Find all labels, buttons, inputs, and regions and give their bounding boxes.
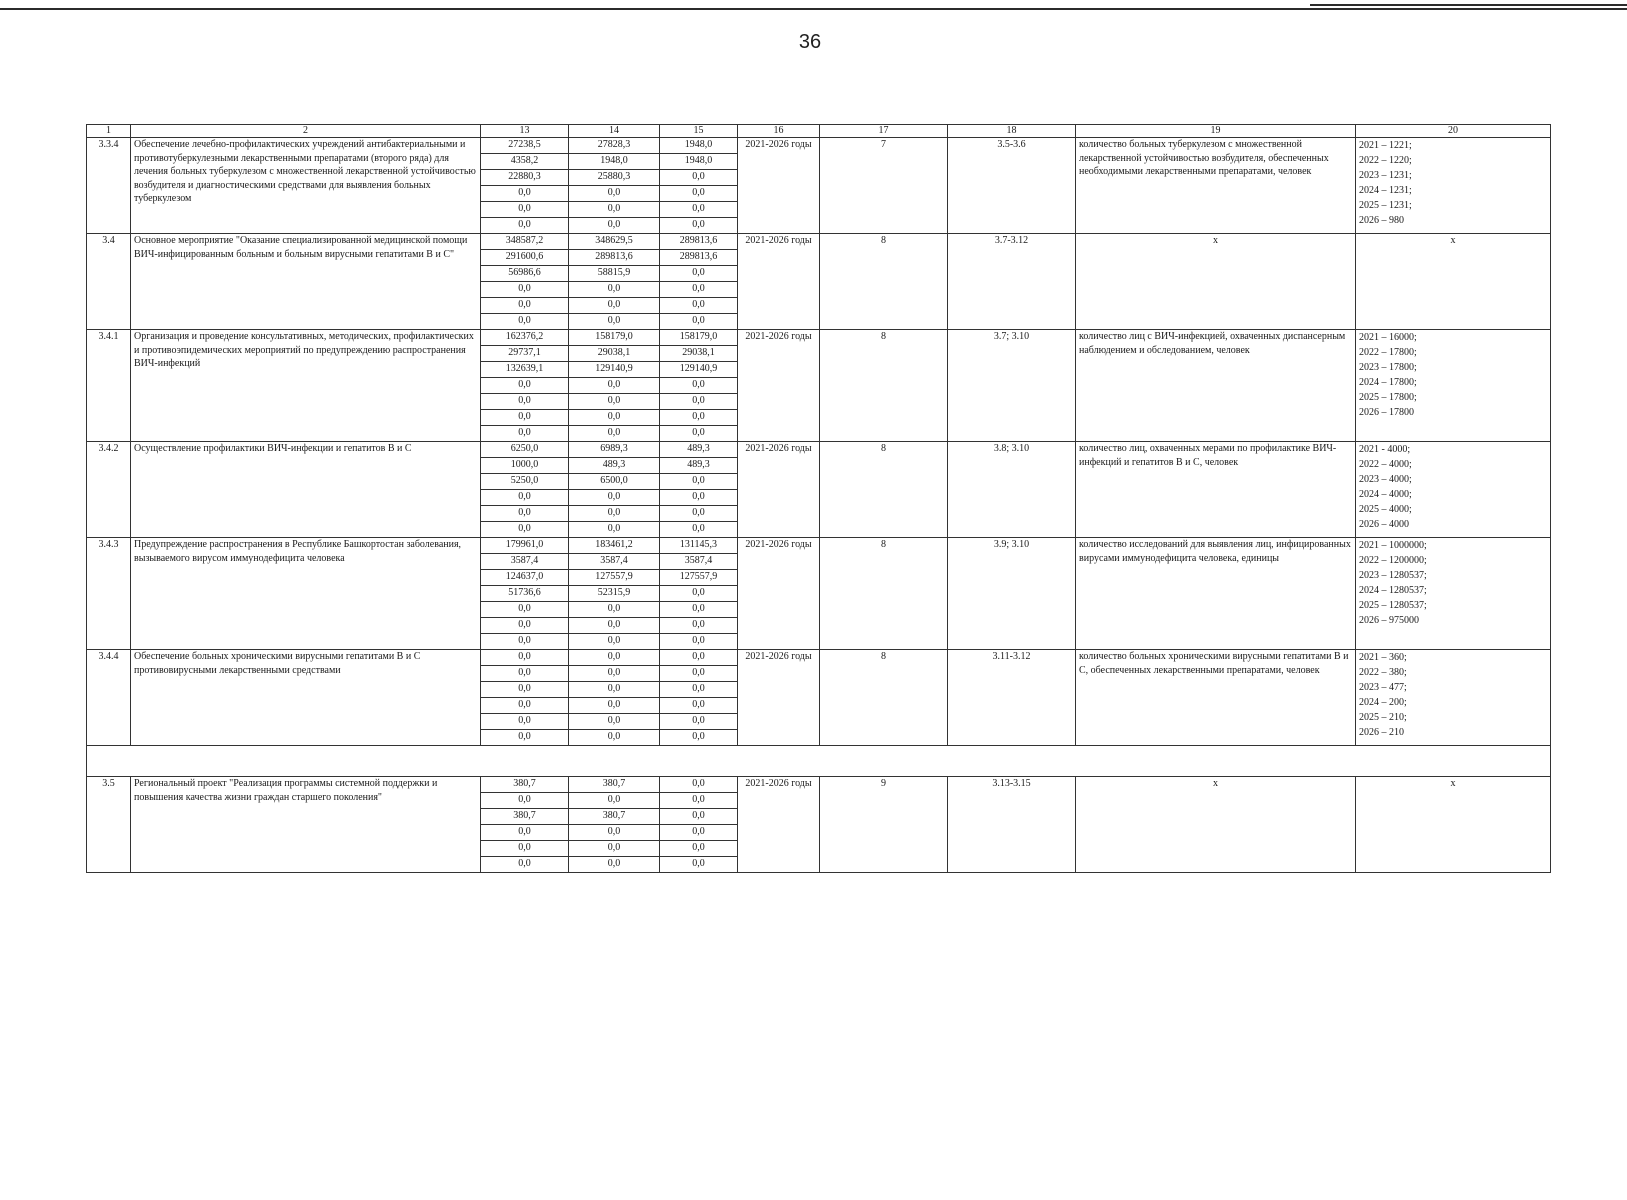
table-row <box>87 650 1551 666</box>
finance-value: 0,0 <box>481 634 569 650</box>
finance-value: 0,0 <box>569 841 660 857</box>
row-code: 3.5 <box>87 777 131 873</box>
finance-value: 0,0 <box>481 506 569 522</box>
row-code: 3.4.3 <box>87 538 131 650</box>
finance-value: 0,0 <box>569 730 660 746</box>
target-value: 2023 – 1231; <box>1359 170 1412 181</box>
finance-value: 25880,3 <box>569 170 660 186</box>
target-value: 2026 – 4000 <box>1359 519 1409 530</box>
header-cell: 13 <box>481 125 569 138</box>
finance-value: 0,0 <box>660 266 738 282</box>
finance-value: 0,0 <box>481 394 569 410</box>
finance-value: 27828,3 <box>569 138 660 154</box>
finance-value: 52315,9 <box>569 586 660 602</box>
finance-value: 4358,2 <box>481 154 569 170</box>
finance-value: 0,0 <box>569 650 660 666</box>
target-value: 2021 - 4000; <box>1359 444 1411 455</box>
row-code: 3.3.4 <box>87 138 131 234</box>
row-code: 3.4.4 <box>87 650 131 746</box>
target-value: 2022 – 4000; <box>1359 459 1412 470</box>
target-value: 2025 – 1280537; <box>1359 600 1427 611</box>
finance-value: 6250,0 <box>481 442 569 458</box>
finance-value: 0,0 <box>660 857 738 873</box>
finance-value: 0,0 <box>481 522 569 538</box>
finance-value: 1948,0 <box>660 154 738 170</box>
finance-value: 348587,2 <box>481 234 569 250</box>
header-cell: 16 <box>738 125 820 138</box>
finance-value: 0,0 <box>481 841 569 857</box>
finance-value: 0,0 <box>660 793 738 809</box>
target-value: 2023 – 1280537; <box>1359 570 1427 581</box>
indicator-text: количество лиц с ВИЧ-инфекцией, охваченных диспансерным наблюдением и обследованием, человек <box>1076 330 1356 442</box>
finance-value: 0,0 <box>569 410 660 426</box>
target-value: 2024 – 1231; <box>1359 185 1412 196</box>
finance-value: 1948,0 <box>569 154 660 170</box>
finance-value: 0,0 <box>660 586 738 602</box>
target-value: 2022 – 1200000; <box>1359 555 1427 566</box>
indicator-text: х <box>1076 234 1356 330</box>
finance-value: 51736,6 <box>481 586 569 602</box>
finance-value: 3587,4 <box>660 554 738 570</box>
column-18-value: 3.7; 3.10 <box>948 330 1076 442</box>
column-17-value: 8 <box>820 538 948 650</box>
finance-value: 0,0 <box>660 282 738 298</box>
finance-value: 0,0 <box>569 682 660 698</box>
finance-value: 0,0 <box>660 634 738 650</box>
finance-value: 289813,6 <box>660 250 738 266</box>
column-17-value: 7 <box>820 138 948 234</box>
finance-value: 0,0 <box>481 298 569 314</box>
finance-value: 0,0 <box>569 314 660 330</box>
finance-value: 0,0 <box>660 490 738 506</box>
header-cell: 2 <box>131 125 481 138</box>
header-cell: 1 <box>87 125 131 138</box>
target-values <box>1356 777 1551 873</box>
finance-value: 0,0 <box>660 186 738 202</box>
target-value: 2024 – 17800; <box>1359 377 1417 388</box>
finance-value: 0,0 <box>481 282 569 298</box>
row-name: Обеспечение больных хроническими вирусными гепатитами В и С противовирусными лекарственными средствами <box>131 650 481 746</box>
period: 2021-2026 годы <box>738 538 820 650</box>
finance-value: 124637,0 <box>481 570 569 586</box>
finance-value: 0,0 <box>481 666 569 682</box>
target-value: 2026 – 975000 <box>1359 615 1419 626</box>
finance-value: 0,0 <box>481 186 569 202</box>
header-cell: 20 <box>1356 125 1551 138</box>
column-17-value: 8 <box>820 330 948 442</box>
target-value: 2025 – 17800; <box>1359 392 1417 403</box>
target-value: 2021 – 360; <box>1359 652 1407 663</box>
finance-value: 179961,0 <box>481 538 569 554</box>
finance-value: 183461,2 <box>569 538 660 554</box>
finance-value: 0,0 <box>660 218 738 234</box>
finance-value: 0,0 <box>569 218 660 234</box>
finance-value: 132639,1 <box>481 362 569 378</box>
period: 2021-2026 годы <box>738 234 820 330</box>
finance-value: 0,0 <box>660 314 738 330</box>
finance-value: 489,3 <box>660 458 738 474</box>
finance-value: 289813,6 <box>660 234 738 250</box>
finance-value: 0,0 <box>660 698 738 714</box>
target-values <box>1356 538 1551 650</box>
finance-value: 0,0 <box>660 202 738 218</box>
finance-value: 0,0 <box>569 825 660 841</box>
row-name: Предупреждение распространения в Республике Башкортостан заболевания, вызываемого вирусом иммунодефицита человека <box>131 538 481 650</box>
finance-value: 289813,6 <box>569 250 660 266</box>
finance-value: 0,0 <box>660 618 738 634</box>
finance-value: 0,0 <box>569 602 660 618</box>
target-value: 2021 – 16000; <box>1359 332 1417 343</box>
target-value: 2021 – 1221; <box>1359 140 1412 151</box>
finance-value: 29038,1 <box>660 346 738 362</box>
finance-value: 0,0 <box>660 714 738 730</box>
finance-value: 489,3 <box>569 458 660 474</box>
table-row <box>87 138 1551 154</box>
finance-value: 0,0 <box>660 841 738 857</box>
finance-value: 0,0 <box>481 682 569 698</box>
row-name: Региональный проект "Реализация программы системной поддержки и повышения качества жизни граждан старшего поколения" <box>131 777 481 873</box>
table-row <box>87 330 1551 346</box>
period: 2021-2026 годы <box>738 442 820 538</box>
target-value: 2026 – 17800 <box>1359 407 1414 418</box>
row-name: Основное мероприятие "Оказание специализированной медицинской помощи ВИЧ-инфицированным больным и больным вирусными гепатитами В и С" <box>131 234 481 330</box>
finance-value: 0,0 <box>569 298 660 314</box>
row-name: Осуществление профилактики ВИЧ-инфекции и гепатитов В и С <box>131 442 481 538</box>
finance-value: 129140,9 <box>569 362 660 378</box>
finance-value: 0,0 <box>660 809 738 825</box>
table-row <box>87 442 1551 458</box>
scan-edge-top-right <box>1310 4 1627 6</box>
finance-value: 131145,3 <box>660 538 738 554</box>
table-row <box>87 538 1551 554</box>
target-value: 2022 – 1220; <box>1359 155 1412 166</box>
spacer-row <box>87 746 1551 777</box>
finance-value: 0,0 <box>660 730 738 746</box>
finance-value: 3587,4 <box>569 554 660 570</box>
target-value: 2024 – 1280537; <box>1359 585 1427 596</box>
finance-value: 0,0 <box>660 426 738 442</box>
period: 2021-2026 годы <box>738 330 820 442</box>
finance-value: 0,0 <box>660 825 738 841</box>
finance-value: 3587,4 <box>481 554 569 570</box>
finance-value: 0,0 <box>660 378 738 394</box>
finance-value: 0,0 <box>481 825 569 841</box>
scan-edge-top <box>0 8 1627 10</box>
header-row <box>87 125 1551 138</box>
finance-value: 0,0 <box>660 682 738 698</box>
finance-value: 0,0 <box>569 793 660 809</box>
finance-value: 6500,0 <box>569 474 660 490</box>
finance-value: 380,7 <box>481 809 569 825</box>
finance-value: 22880,3 <box>481 170 569 186</box>
finance-value: 0,0 <box>660 650 738 666</box>
finance-value: 0,0 <box>660 666 738 682</box>
target-value: 2021 – 1000000; <box>1359 540 1427 551</box>
finance-value: 0,0 <box>569 394 660 410</box>
target-value: 2026 – 210 <box>1359 727 1404 738</box>
row-code: 3.4.2 <box>87 442 131 538</box>
finance-value: 0,0 <box>569 634 660 650</box>
finance-value: 0,0 <box>481 218 569 234</box>
finance-value: 0,0 <box>481 730 569 746</box>
finance-value: 0,0 <box>481 314 569 330</box>
finance-value: 0,0 <box>660 170 738 186</box>
finance-value: 0,0 <box>569 618 660 634</box>
finance-value: 29038,1 <box>569 346 660 362</box>
target-value: 2025 – 1231; <box>1359 200 1412 211</box>
finance-value: 0,0 <box>660 777 738 793</box>
indicator-text: х <box>1076 777 1356 873</box>
column-17-value: 8 <box>820 650 948 746</box>
finance-value: 380,7 <box>481 777 569 793</box>
finance-value: 0,0 <box>660 474 738 490</box>
target-values <box>1356 330 1551 442</box>
finance-value: 1948,0 <box>660 138 738 154</box>
finance-value: 0,0 <box>569 186 660 202</box>
table-row <box>87 777 1551 793</box>
target-value: 2026 – 980 <box>1359 215 1404 226</box>
finance-value: 0,0 <box>569 666 660 682</box>
target-value: 2022 – 380; <box>1359 667 1407 678</box>
finance-value: 0,0 <box>569 698 660 714</box>
header-cell: 14 <box>569 125 660 138</box>
target-values <box>1356 442 1551 538</box>
column-17-value: 8 <box>820 234 948 330</box>
spacer-cell <box>87 746 1551 777</box>
finance-value: 0,0 <box>660 506 738 522</box>
column-18-value: 3.11-3.12 <box>948 650 1076 746</box>
target-values <box>1356 234 1551 330</box>
finance-value: 0,0 <box>660 522 738 538</box>
target-value: 2025 – 210; <box>1359 712 1407 723</box>
finance-value: 158179,0 <box>660 330 738 346</box>
finance-value: 127557,9 <box>660 570 738 586</box>
finance-value: 380,7 <box>569 777 660 793</box>
target-value: 2024 – 4000; <box>1359 489 1412 500</box>
finance-value: 0,0 <box>660 410 738 426</box>
indicator-text: количество больных хроническими вирусными гепатитами В и С, обеспеченных лекарственными препаратами, человек <box>1076 650 1356 746</box>
finance-value: 162376,2 <box>481 330 569 346</box>
target-value: х <box>1450 778 1456 789</box>
finance-value: 27238,5 <box>481 138 569 154</box>
finance-value: 489,3 <box>660 442 738 458</box>
period: 2021-2026 годы <box>738 650 820 746</box>
finance-value: 0,0 <box>481 426 569 442</box>
table-row <box>87 234 1551 250</box>
finance-value: 129140,9 <box>660 362 738 378</box>
period: 2021-2026 годы <box>738 777 820 873</box>
column-18-value: 3.7-3.12 <box>948 234 1076 330</box>
finance-value: 29737,1 <box>481 346 569 362</box>
finance-value: 0,0 <box>569 426 660 442</box>
row-name: Обеспечение лечебно-профилактических учреждений антибактериальными и противотуберкулезными лекарственными препаратами (второго ряда) для лечения больных туберкулезом с множественной лекарственной устойчивостью возбудителя и диагностическими средствами для выявления больных туберкулезом <box>131 138 481 234</box>
page-number: 36 <box>798 31 822 53</box>
finance-value: 0,0 <box>569 378 660 394</box>
target-value: 2023 – 17800; <box>1359 362 1417 373</box>
column-17-value: 9 <box>820 777 948 873</box>
column-17-value: 8 <box>820 442 948 538</box>
column-18-value: 3.5-3.6 <box>948 138 1076 234</box>
row-code: 3.4 <box>87 234 131 330</box>
target-value: 2024 – 200; <box>1359 697 1407 708</box>
finance-value: 1000,0 <box>481 458 569 474</box>
finance-value: 58815,9 <box>569 266 660 282</box>
row-name: Организация и проведение консультативных, методических, профилактических и противоэпидемических мероприятий по предупреждению распространения ВИЧ-инфекций <box>131 330 481 442</box>
finance-value: 348629,5 <box>569 234 660 250</box>
program-table <box>86 124 1551 873</box>
finance-value: 0,0 <box>660 602 738 618</box>
finance-value: 0,0 <box>481 618 569 634</box>
finance-value: 56986,6 <box>481 266 569 282</box>
finance-value: 0,0 <box>481 202 569 218</box>
finance-value: 5250,0 <box>481 474 569 490</box>
target-value: 2025 – 4000; <box>1359 504 1412 515</box>
finance-value: 0,0 <box>481 714 569 730</box>
finance-value: 6989,3 <box>569 442 660 458</box>
target-value: 2023 – 4000; <box>1359 474 1412 485</box>
indicator-text: количество исследований для выявления лиц, инфицированных вирусами иммунодефицита человека, единицы <box>1076 538 1356 650</box>
header-cell: 15 <box>660 125 738 138</box>
indicator-text: количество больных туберкулезом с множественной лекарственной устойчивостью возбудителя, обеспеченных необходимыми лекарственными препаратами, человек <box>1076 138 1356 234</box>
target-value: 2023 – 477; <box>1359 682 1407 693</box>
finance-value: 0,0 <box>481 698 569 714</box>
finance-value: 0,0 <box>481 602 569 618</box>
finance-value: 0,0 <box>569 506 660 522</box>
finance-value: 0,0 <box>569 282 660 298</box>
header-cell: 17 <box>820 125 948 138</box>
finance-value: 0,0 <box>569 522 660 538</box>
row-code: 3.4.1 <box>87 330 131 442</box>
column-18-value: 3.9; 3.10 <box>948 538 1076 650</box>
target-value: 2022 – 17800; <box>1359 347 1417 358</box>
finance-value: 0,0 <box>481 378 569 394</box>
header-cell: 18 <box>948 125 1076 138</box>
finance-value: 380,7 <box>569 809 660 825</box>
finance-value: 0,0 <box>660 394 738 410</box>
finance-value: 158179,0 <box>569 330 660 346</box>
finance-value: 0,0 <box>481 410 569 426</box>
finance-value: 0,0 <box>569 857 660 873</box>
indicator-text: количество лиц, охваченных мерами по профилактике ВИЧ-инфекций и гепатитов В и С, человек <box>1076 442 1356 538</box>
finance-value: 0,0 <box>569 714 660 730</box>
finance-value: 0,0 <box>660 298 738 314</box>
target-values <box>1356 138 1551 234</box>
finance-value: 0,0 <box>481 650 569 666</box>
column-18-value: 3.13-3.15 <box>948 777 1076 873</box>
finance-value: 0,0 <box>481 793 569 809</box>
header-cell: 19 <box>1076 125 1356 138</box>
finance-value: 127557,9 <box>569 570 660 586</box>
finance-value: 0,0 <box>481 857 569 873</box>
finance-value: 0,0 <box>569 490 660 506</box>
column-18-value: 3.8; 3.10 <box>948 442 1076 538</box>
finance-value: 291600,6 <box>481 250 569 266</box>
finance-value: 0,0 <box>569 202 660 218</box>
finance-value: 0,0 <box>481 490 569 506</box>
period: 2021-2026 годы <box>738 138 820 234</box>
target-value: х <box>1450 235 1456 246</box>
target-values <box>1356 650 1551 746</box>
